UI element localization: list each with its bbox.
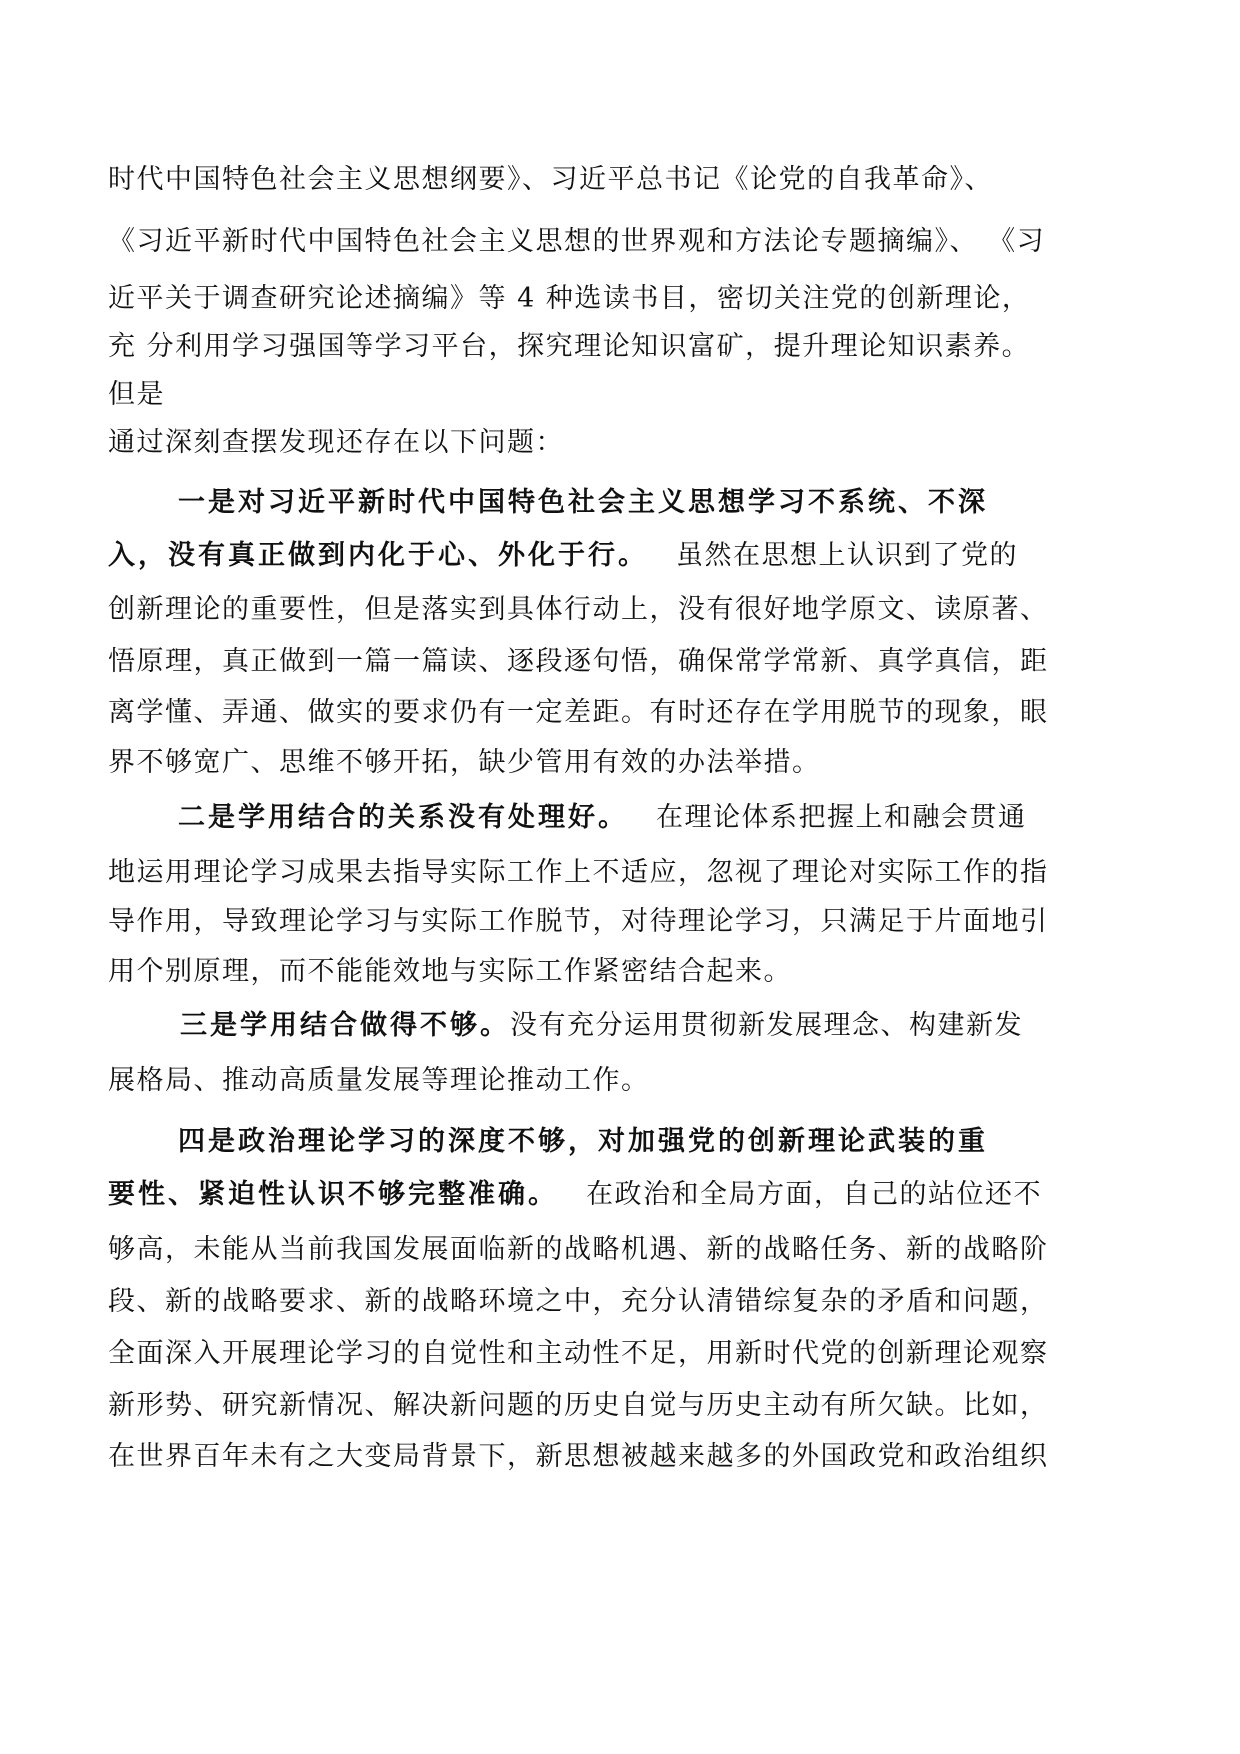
line-text: 地运用理论学习成果去指导实际工作上不适应，忽视了理论对实际工作的指	[108, 857, 1049, 888]
text-line	[108, 590, 1049, 630]
section-heading: 一是对习近平新时代中国特色社会主义思想学习不系统、不深	[178, 487, 988, 518]
line-text: 在政治和全局方面，自己的站位还不	[586, 1179, 1042, 1210]
line-text: 离学懂、弄通、做实的要求仍有一定差距。有时还存在学用脱节的现象，眼	[108, 697, 1049, 728]
line-text: 充 分利用学习强国等学习平台，探究理论知识富矿，提升理论知识素养。	[108, 331, 1031, 362]
text-line	[178, 798, 1027, 838]
text-line	[180, 1006, 1023, 1046]
section-heading-line	[178, 483, 988, 523]
line-text: 段、新的战略要求、新的战略环境之中，充分认清错综复杂的矛盾和问题，	[108, 1286, 1049, 1317]
text-line	[108, 952, 792, 992]
line-text: 够高，未能从当前我国发展面临新的战略机遇、新的战略任务、新的战略阶	[108, 1234, 1049, 1265]
text-line	[108, 1386, 1049, 1426]
line-text: 没有充分运用贯彻新发展理念、构建新发	[510, 1010, 1023, 1041]
section-heading: 要性、紧迫性认识不够完整准确。	[108, 1179, 558, 1210]
section-heading-line	[178, 1122, 988, 1162]
line-text: 悟原理，真正做到一篇一篇读、逐段逐句悟，确保常学常新、真学真信，距	[108, 646, 1049, 677]
text-line	[108, 1437, 1049, 1477]
line-text: 用个别原理，而不能能效地与实际工作紧密结合起来。	[108, 956, 792, 987]
line-text: 在理论体系把握上和融会贯通	[656, 802, 1027, 833]
text-line	[108, 853, 1049, 893]
text-line	[108, 279, 1030, 319]
line-text: 《习近平新时代中国特色社会主义思想的世界观和方法论专题摘编》、 《习	[108, 226, 1046, 257]
text-line	[108, 743, 821, 783]
text-line	[108, 222, 1045, 262]
line-text: 界不够宽广、思维不够开拓，缺少管用有效的办法举措。	[108, 747, 821, 778]
line-text: 近平关于调查研究论述摘编》等 4 种选读书目，密切关注党的创新理论，	[108, 283, 1031, 314]
text-line	[108, 423, 564, 463]
section-heading: 二是学用结合的关系没有处理好。	[178, 802, 628, 833]
section-heading: 入，没有真正做到内化于心、外化于行。	[108, 540, 648, 571]
text-line	[108, 536, 1018, 576]
section-heading: 四是政治理论学习的深度不够，对加强党的创新理论武装的重	[178, 1126, 988, 1157]
line-text: 虽然在思想上认识到了党的	[676, 540, 1018, 571]
line-text: 展格局、推动高质量发展等理论推动工作。	[108, 1065, 650, 1096]
section-heading: 三是学用结合做得不够。	[180, 1010, 510, 1041]
text-line	[108, 160, 993, 200]
text-line	[108, 1282, 1049, 1322]
text-line	[108, 902, 1049, 942]
text-line	[108, 1175, 1042, 1215]
text-line	[108, 1334, 1049, 1374]
text-line	[108, 642, 1049, 682]
text-line	[108, 375, 165, 415]
line-text: 时代中国特色社会主义思想纲要》、习近平总书记《论党的自我革命》、	[108, 164, 993, 195]
text-line	[108, 1061, 650, 1101]
line-text: 导作用，导致理论学习与实际工作脱节，对待理论学习，只满足于片面地引	[108, 906, 1049, 937]
text-line	[108, 327, 1030, 367]
text-line	[108, 693, 1049, 733]
line-text: 全面深入开展理论学习的自觉性和主动性不足，用新时代党的创新理论观察	[108, 1338, 1049, 1369]
line-text: 创新理论的重要性，但是落实到具体行动上，没有很好地学原文、读原著、	[108, 594, 1049, 625]
line-text: 在世界百年未有之大变局背景下，新思想被越来越多的外国政党和政治组织	[108, 1441, 1049, 1472]
line-text: 通过深刻查摆发现还存在以下问题：	[108, 427, 564, 458]
text-line	[108, 1230, 1049, 1270]
line-text: 新形势、研究新情况、解决新问题的历史自觉与历史主动有所欠缺。比如，	[108, 1390, 1049, 1421]
line-text: 但是	[108, 379, 165, 410]
